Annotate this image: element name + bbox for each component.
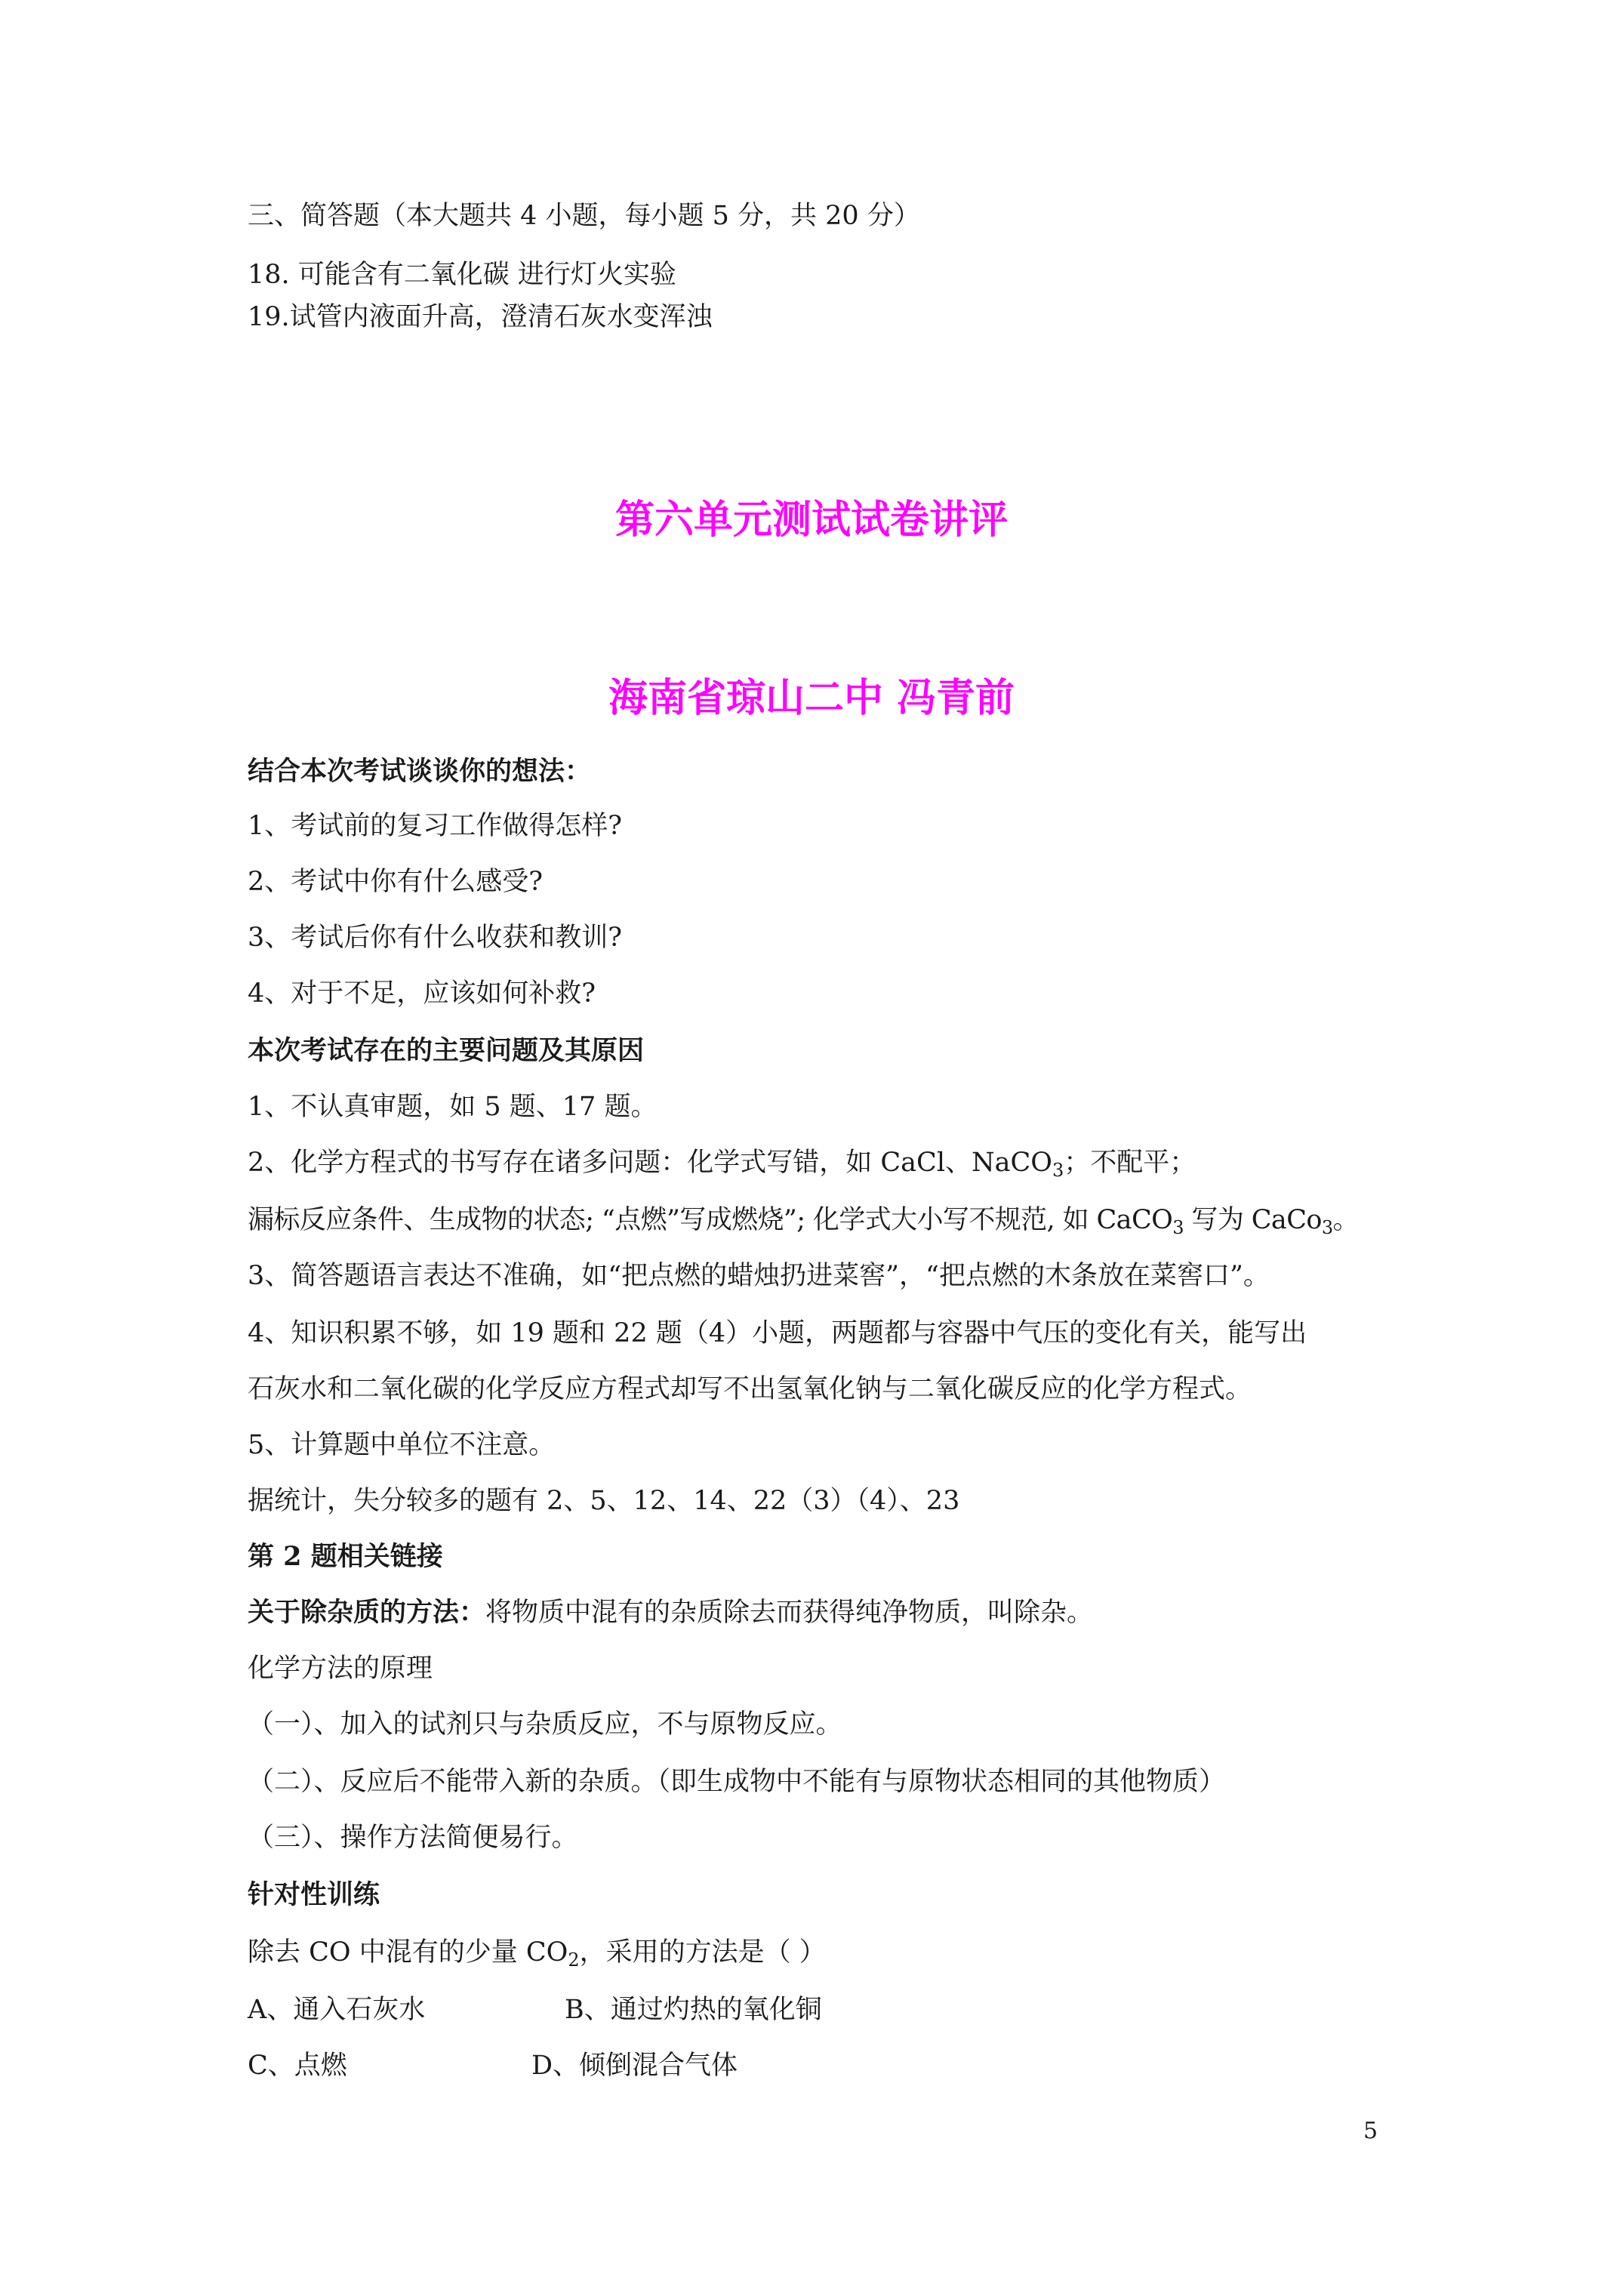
reflection-q4: 4、对于不足，应该如何补救? (248, 978, 596, 1009)
impurity-definition: 关于除杂质的方法：将物质中混有的杂质除去而获得纯净物质，叫除杂。 (248, 1597, 1094, 1628)
option-c: C、点燃 (248, 2051, 347, 2081)
option-b: B、通过灼热的氧化铜 (565, 1995, 822, 2025)
principle-2: （二）、反应后不能带入新的杂质。（即生成物中不能有与原物状态相同的其他物质） (248, 1767, 1226, 1797)
answer-19: 19.试管内液面升高，澄清石灰水变浑浊 (248, 302, 713, 332)
statistics-line: 据统计，失分较多的题有 2、5、12、14、22（3）（4）、23 (248, 1486, 960, 1516)
reflection-q1: 1、考试前的复习工作做得怎样? (248, 811, 623, 841)
author-line: 海南省琼山二中 冯青前 (608, 675, 1015, 721)
principle-3: （三）、操作方法简便易行。 (248, 1823, 578, 1853)
training-heading: 针对性训练 (248, 1879, 380, 1910)
problem-2: 2、化学方程式的书写存在诸多问题：化学式写错，如 CaCl、NaCO$_3$；不配平； (248, 1148, 1196, 1181)
training-question: 除去 CO 中混有的少量 $CO_2$，采用的方法是（ ） (248, 1937, 826, 1971)
problem-1: 1、不认真审题，如 5 题、17 题。 (248, 1092, 658, 1122)
reflection-q3: 3、考试后你有什么收获和教训? (248, 923, 623, 953)
principle-heading: 化学方法的原理 (248, 1653, 433, 1684)
page-number: 5 (1363, 2118, 1378, 2144)
problems-heading: 本次考试存在的主要问题及其原因 (248, 1035, 645, 1066)
answer-18: 18. 可能含有二氧化碳 进行灯火实验 (248, 260, 676, 290)
page-title: 第六单元测试试卷讲评 (614, 497, 1008, 543)
option-a: A、通入石灰水 (248, 1995, 426, 2025)
link-heading: 第 2 题相关链接 (248, 1541, 443, 1572)
problem-2-continued: 漏标反应条件、生成物的状态; “点燃”写成燃烧”; 化学式大小写不规范, 如 CaCO$_3$ 写为 CaCo$_3$。 (248, 1205, 1359, 1238)
reflection-heading: 结合本次考试谈谈你的想法： (248, 756, 592, 787)
option-d: D、倾倒混合气体 (531, 2051, 738, 2081)
problem-5: 5、计算题中单位不注意。 (248, 1430, 556, 1460)
problem-3: 3、简答题语言表达不准确，如“把点燃的蜡烛扔进菜窖”，“把点燃的木条放在菜窖口”。 (248, 1261, 1270, 1291)
principle-1: （一）、加入的试剂只与杂质反应，不与原物反应。 (248, 1709, 842, 1740)
section3-header: 三、简答题（本大题共 4 小题，每小题 5 分，共 20 分） (248, 201, 920, 231)
problem-4-continued: 石灰水和二氧化碳的化学反应方程式却写不出氢氧化钠与二氧化碳反应的化学方程式。 (248, 1374, 1252, 1404)
reflection-q2: 2、考试中你有什么感受? (248, 867, 544, 897)
problem-4: 4、知识积累不够，如 19 题和 22 题（4）小题，两题都与容器中气压的变化有关，能写出 (248, 1318, 1307, 1348)
